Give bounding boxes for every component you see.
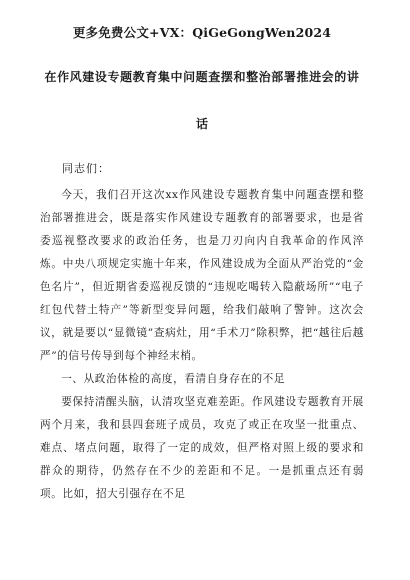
document-title: 在作风建设专题教育集中问题查摆和整治部署推进会的讲 [44,70,360,84]
salutation: 同志们： [62,162,110,175]
body-paragraph-intro: 今天，我们召开这次xx作风建设专题教育集中问题查摆和整治部署推进会，既是落实作风建设专题教育的部署要求，也是省委巡视整改要求的政治任务，也是刀刃向内自我革命的作风淬炼。中央八项规定实施十年来，作风建设成为全面从严治党的“金色名片”，但近期省委巡视反馈的“违规吃喝转入隐蔽场所”“电子红包代替土特产”等新型变异问题，给我们敲响了警钟。这次会议，就是要以“显微镜”查病灶，用“手术刀”除积弊，把“越往后越严”的信号传导到每个神经末梢。 [40,189,364,362]
body-paragraph-section-1: 要保持清醒头脑，认清攻坚克难差距。作风建设专题教育开展两个月来，我和县四套班子成员，攻克了或正在攻坚一批重点、难点、堵点问题，取得了一定的成效，但严格对照上级的要求和群众的期待，仍然存在不少的差距和不足。一是抓重点还有弱项。比如，招大引强存在不足 [40,396,364,500]
promo-banner: 更多免费公文+VX：QiGeGongWen2024 [72,25,332,40]
section-heading-1: 一、从政治体检的高度，看清自身存在的不足 [61,373,286,385]
document-title-continued: 话 [195,117,208,131]
